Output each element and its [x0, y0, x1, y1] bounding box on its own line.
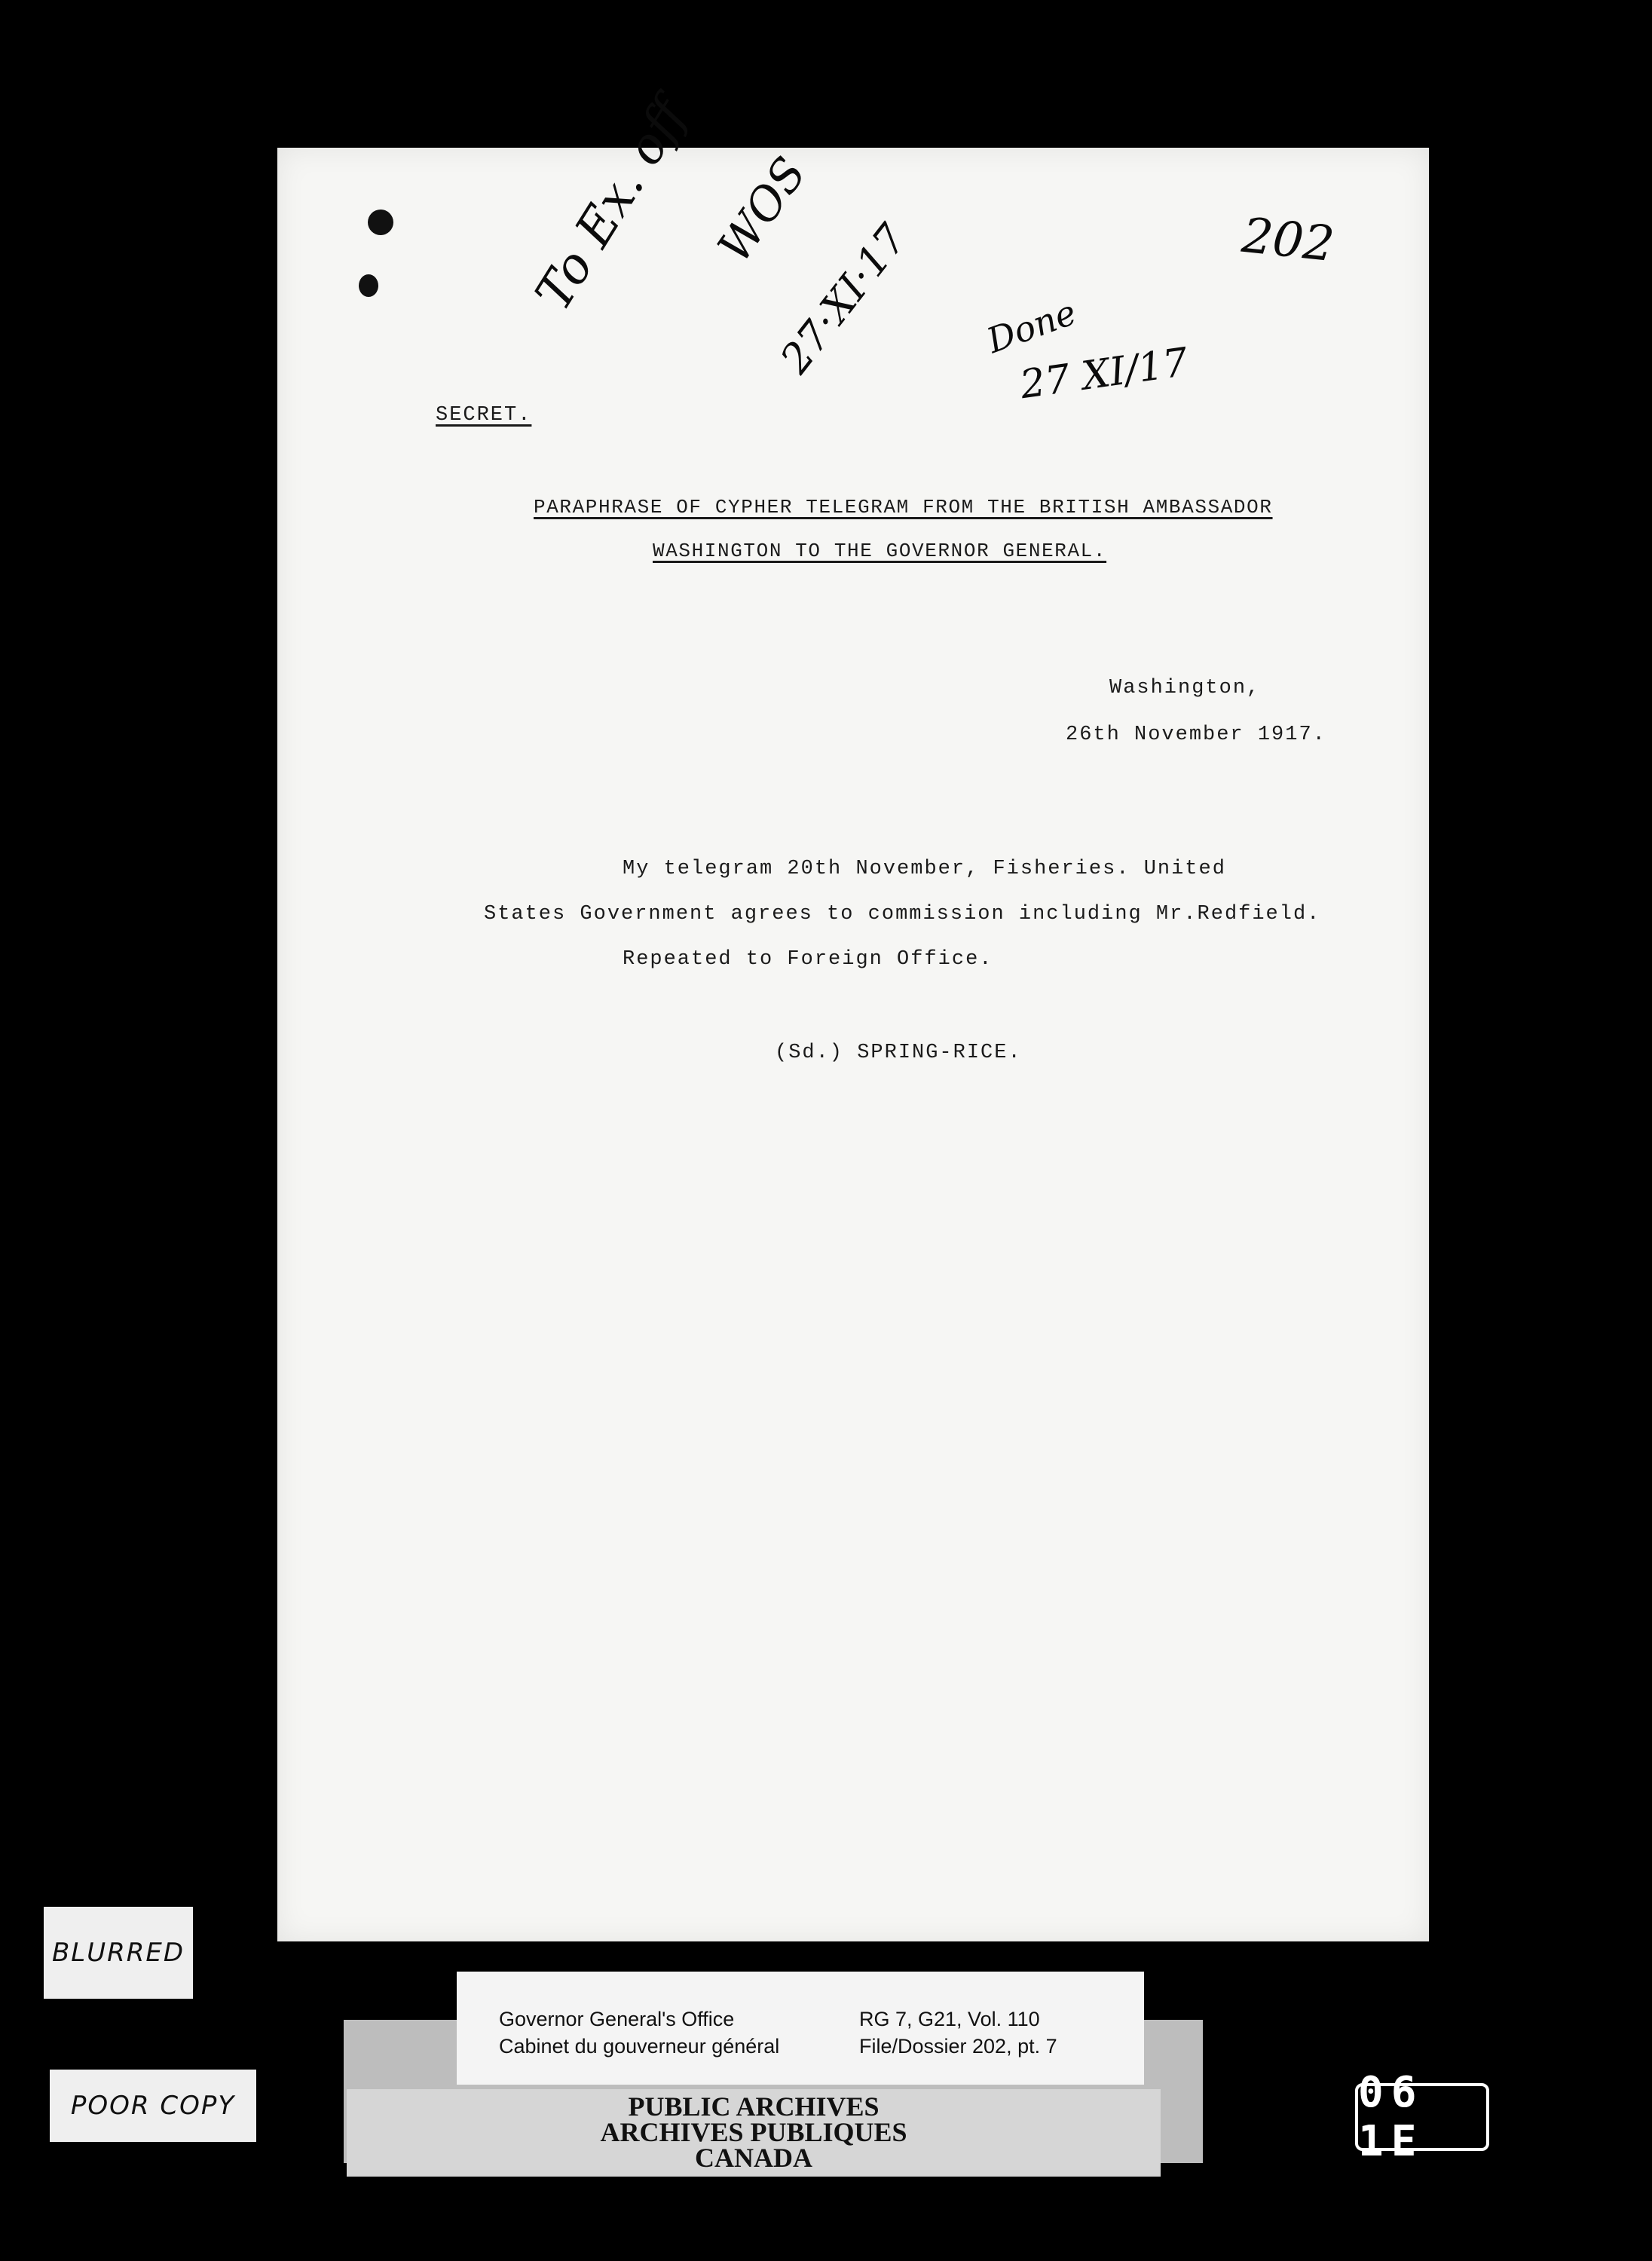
- signature-line: (Sd.) SPRING-RICE.: [775, 1042, 1022, 1064]
- punch-mark: [368, 210, 393, 235]
- done-date: 27 XI/17: [1017, 339, 1192, 408]
- title-line-1: PARAPHRASE OF CYPHER TELEGRAM FROM THE BRITISH AMBASSADOR: [534, 496, 1273, 519]
- archive-reference-label: [457, 1972, 1144, 2085]
- handwritten-date: 27·XI·17: [771, 215, 916, 382]
- handwritten-initials: WOS: [708, 148, 817, 273]
- blurred-tag: BLURRED: [44, 1907, 193, 1999]
- punch-hole: [359, 274, 378, 297]
- body-line-1: My telegram 20th November, Fisheries. United: [623, 858, 1226, 880]
- frame-number: 06 1E: [1355, 2083, 1489, 2151]
- title-line-2: WASHINGTON TO THE GOVERNOR GENERAL.: [653, 540, 1107, 562]
- archives-fr: ARCHIVES PUBLIQUES: [600, 2117, 907, 2147]
- done-note: Done: [981, 291, 1082, 362]
- public-archives-label: [347, 2089, 1161, 2177]
- poor-copy-tag: POOR COPY: [50, 2070, 256, 2142]
- file-ref: File/Dossier 202, pt. 7: [859, 2035, 1057, 2058]
- archives-country: CANADA: [695, 2143, 812, 2173]
- office-name-fr: Cabinet du gouverneur général: [499, 2035, 780, 2058]
- archives-en: PUBLIC ARCHIVES: [628, 2091, 880, 2122]
- record-group-ref: RG 7, G21, Vol. 110: [859, 2008, 1040, 2030]
- date-line: 26th November 1917.: [1066, 724, 1326, 746]
- office-name-en: Governor General's Office: [499, 2008, 735, 2030]
- body-line-2: States Government agrees to commission including Mr.Redfield.: [484, 903, 1321, 926]
- classification-label: SECRET.: [436, 404, 532, 427]
- page-number: 202: [1239, 207, 1337, 274]
- note-to-ex-office: To Ex. off: [524, 89, 699, 320]
- document-sheet: [277, 89, 1429, 1941]
- body-line-3: Repeated to Foreign Office.: [623, 948, 993, 971]
- place-line: Washington,: [1109, 677, 1261, 699]
